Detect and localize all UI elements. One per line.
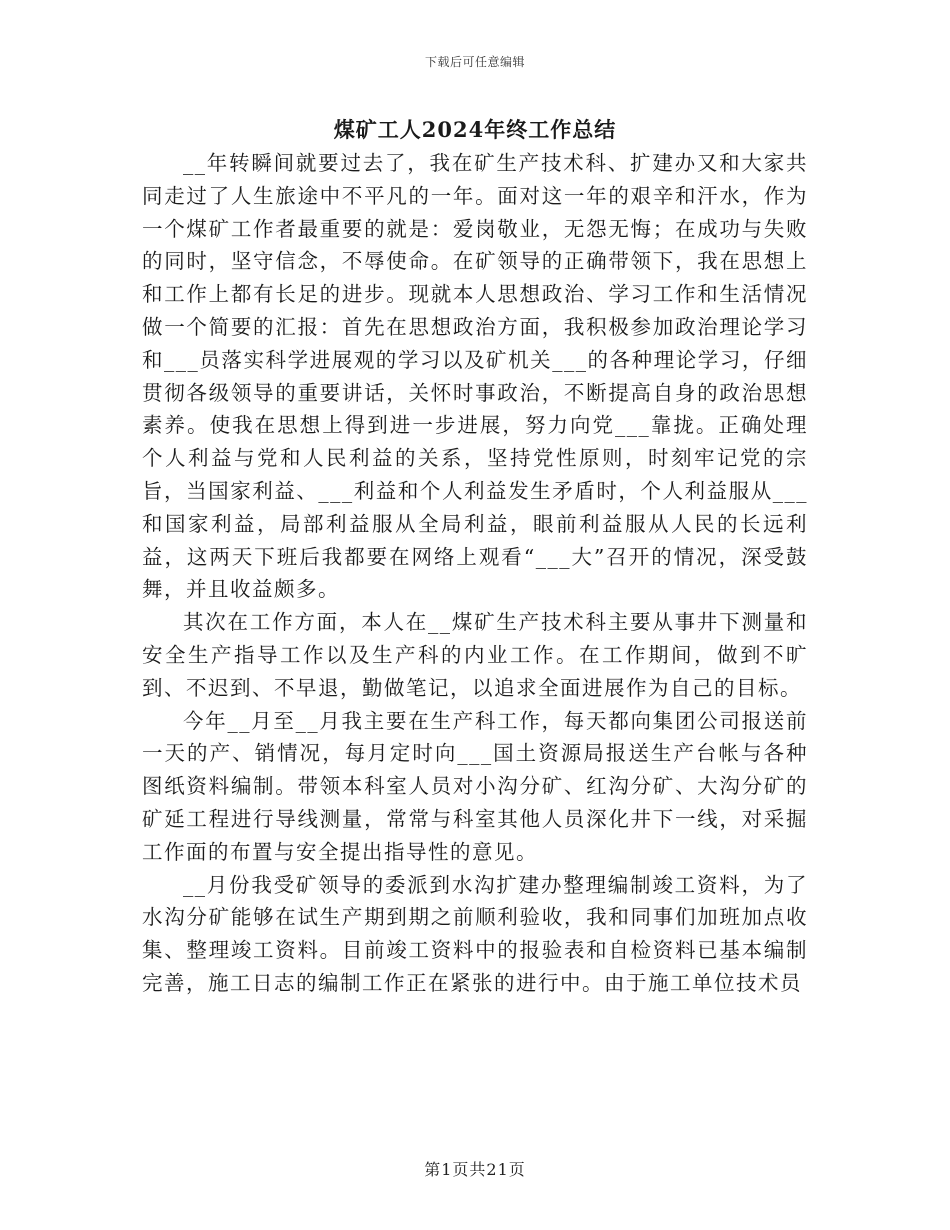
page-number-indicator: 第1页共21页: [424, 1160, 526, 1179]
body-paragraph: 其次在工作方面，本人在__煤矿生产技术科主要从事井下测量和安全生产指导工作以及生产科的内业工作。在工作期间，做到不旷到、不迟到、不早退，勤做笔记，以追求全面进展作为自己的目标。: [142, 610, 808, 700]
document-title: 煤矿工人2024年终工作总结: [333, 117, 617, 142]
body-paragraph: __年转瞬间就要过去了，我在矿生产技术科、扩建办又和大家共同走过了人生旅途中不平凡的一年。面对这一年的艰辛和汗水，作为一个煤矿工作者最重要的就是：爱岗敬业，无怨无悔；在成功与失败的同时，坚守信念，不辱使命。在矿领导的正确带领下，我在思想上和工作上都有长足的进步。现就本人思想政治、学习工作和生活情况做一个简要的汇报：首先在思想政治方面，我积极参加政治理论学习和___员落实科学进展观的学习以及矿机关___的各种理论学习，仔细贯彻各级领导的重要讲话，关怀时事政治，不断提高自身的政治思想素养。使我在思想上得到进一步进展，努力向党___靠拢。正确处理个人利益与党和人民利益的关系，坚持党性原则，时刻牢记党的宗旨，当国家利益、___利益和个人利益发生矛盾时，个人利益服从___和国家利益，局部利益服从全局利益，眼前利益服从人民的长远利益，这两天下班后我都要在网络上观看“___大”召开的情况，深受鼓舞，并且收益颇多。: [142, 151, 808, 602]
document-body: [142, 147, 808, 1000]
body-paragraph: 今年__月至__月我主要在生产科工作，每天都向集团公司报送前一天的产、销情况，每月定时向___国土资源局报送生产台帐与各种图纸资料编制。带领本科室人员对小沟分矿、红沟分矿、大沟分矿的矿延工程进行导线测量，常常与科室其他人员深化井下一线，对采掘工作面的布置与安全提出指导性的意见。: [142, 708, 808, 864]
body-paragraph: __月份我受矿领导的委派到水沟扩建办整理编制竣工资料，为了水沟分矿能够在试生产期到期之前顺利验收，我和同事们加班加点收集、整理竣工资料。目前竣工资料中的报验表和自检资料已基本编制完善，施工日志的编制工作正在紧张的进行中。由于施工单位技术员: [142, 872, 808, 995]
page-header-note: 下载后可任意编辑: [424, 55, 525, 69]
